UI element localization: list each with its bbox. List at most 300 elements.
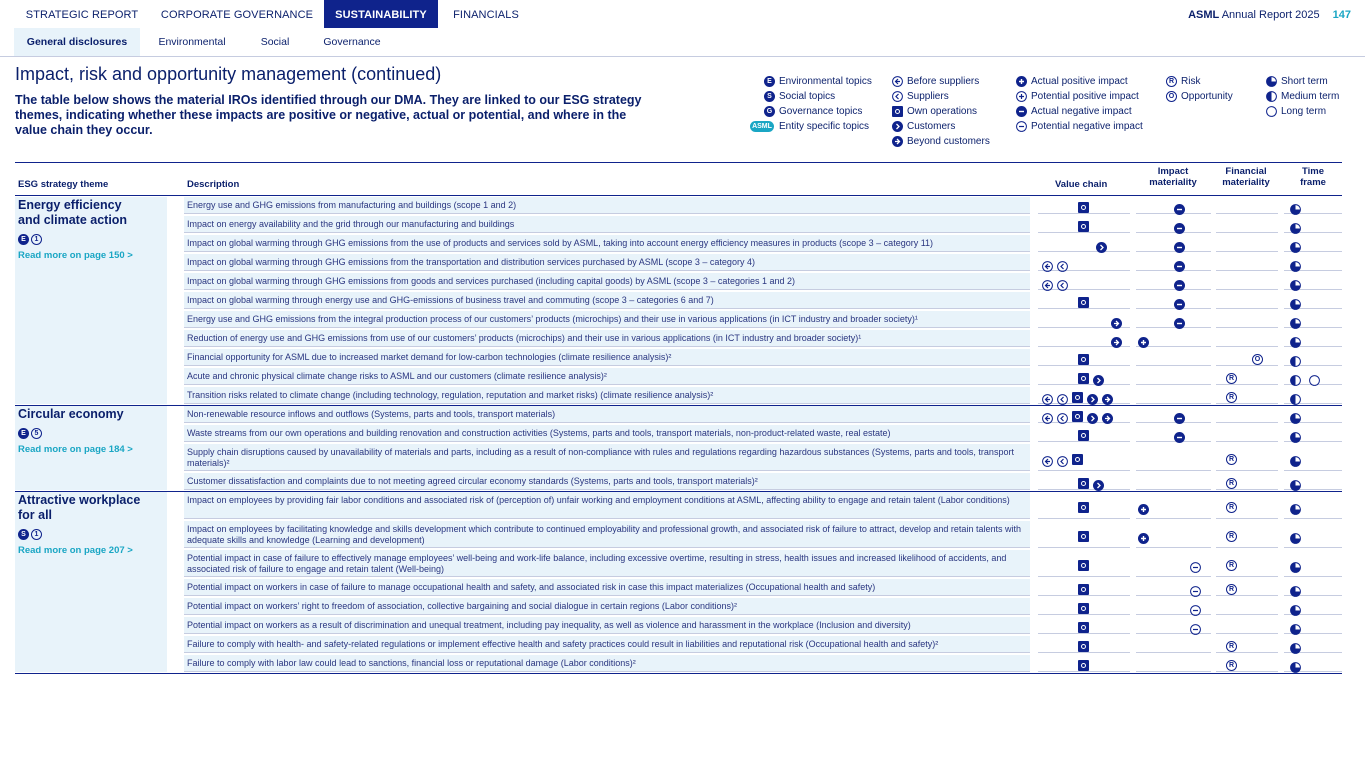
- theme-badges: [18, 526, 167, 539]
- short-term-icon: [1290, 202, 1301, 213]
- time-frame-icons: [1286, 427, 1301, 439]
- risk-badge-icon: R: [1226, 560, 1237, 571]
- financial-cell: [1216, 521, 1278, 548]
- row-description: Acute and chronic physical climate change risks to ASML and our customers (climate resilience analysis)²: [184, 368, 1030, 385]
- value-chain-icons: [1107, 313, 1122, 325]
- value-chain-icons: [1074, 218, 1089, 230]
- before-suppliers-icon: [1042, 411, 1053, 422]
- legend-label: Potential negative impact: [1031, 121, 1143, 132]
- value-chain-icons: [1074, 528, 1089, 540]
- value-chain-cell: [1038, 235, 1130, 252]
- customers-icon: [1087, 392, 1098, 403]
- impact-cell: [1136, 579, 1211, 596]
- risk-badge-icon: R: [1226, 478, 1237, 489]
- own-operations-icon: [1078, 560, 1089, 571]
- table-row: [184, 473, 1342, 492]
- impact-cell: [1136, 216, 1211, 233]
- header-theme: ESG strategy theme: [18, 179, 109, 190]
- plus-filled-icon: [1016, 76, 1027, 92]
- time-frame-cell: [1284, 550, 1342, 577]
- circle-empty-icon: [1266, 106, 1277, 122]
- beyond-customers-icon: [1111, 316, 1122, 327]
- row-description: Potential impact in case of failure to effectively manage employees’ well-being and work-life balance, including excessive overtime, resulting in stress, health issues and increased likelihood of accidents, and associated risk of failure to engage and retain talent (Well-being): [184, 550, 1030, 577]
- theme-cell: [15, 406, 167, 490]
- header-description: Description: [187, 179, 240, 190]
- value-chain-icons: [1038, 408, 1113, 420]
- suppliers-icon: [1057, 392, 1068, 403]
- own-operations-icon: [1078, 660, 1089, 671]
- risk-badge-icon: R: [1226, 373, 1237, 384]
- time-frame-icons: [1286, 275, 1301, 287]
- time-frame-icons: [1286, 499, 1301, 511]
- section-divider: [15, 405, 1342, 406]
- time-frame-icons: [1286, 528, 1301, 540]
- time-frame-cell: [1284, 492, 1342, 519]
- legend-label: Social topics: [779, 91, 836, 102]
- risk-badge-icon: R: [1226, 502, 1237, 513]
- subtab-environmental[interactable]: Environmental: [158, 36, 226, 48]
- theme-cell: [15, 197, 167, 404]
- customers-icon: [1087, 411, 1098, 422]
- pie-three-quarter-icon: [1266, 76, 1277, 92]
- short-term-icon: [1290, 560, 1301, 571]
- value-chain-cell: [1038, 349, 1130, 366]
- suppliers-icon: [1057, 454, 1068, 465]
- financial-icons: [1222, 451, 1237, 463]
- legend-label: Short term: [1281, 76, 1328, 87]
- time-frame-cell: [1284, 254, 1342, 271]
- value-chain-cell: [1038, 425, 1130, 442]
- tab-financials[interactable]: FINANCIALS: [453, 9, 519, 21]
- time-frame-icons: [1286, 218, 1301, 230]
- report-brand: [1188, 0, 1351, 28]
- impact-icons: [1186, 557, 1201, 569]
- own-operations-icon: [1078, 622, 1089, 633]
- legend-label: Environmental topics: [779, 76, 872, 87]
- short-term-icon: [1290, 297, 1301, 308]
- time-frame-cell: [1284, 235, 1342, 252]
- potential-negative-icon: [1190, 622, 1201, 633]
- row-description: Supply chain disruptions caused by unavailability of materials and parts, including as a result of non-compliance with rules and regulations regarding hazardous substances (Systems, parts and tools, transport materials)²: [184, 444, 1030, 471]
- time-frame-icons: [1286, 370, 1320, 382]
- time-frame-cell: [1284, 579, 1342, 596]
- time-frame-icons: [1286, 294, 1301, 306]
- impact-cell: [1136, 444, 1211, 471]
- potential-negative-icon: [1190, 603, 1201, 614]
- row-description: Potential impact on workers’ right to freedom of association, collective bargaining and social dialogue in certain regions (Labor conditions)²: [184, 598, 1030, 615]
- value-chain-icons: [1074, 351, 1089, 363]
- row-description: Potential impact on workers as a result of discrimination and unequal treatment, including pay inequality, as well as violence and harassment in the workplace (Inclusion and diversity): [184, 617, 1030, 634]
- legend-label: Risk: [1181, 76, 1201, 87]
- impact-cell: [1136, 598, 1211, 615]
- actual-negative-icon: [1174, 259, 1185, 270]
- value-chain-icons: [1107, 332, 1122, 344]
- legend-suppliers: [907, 89, 949, 104]
- time-frame-icons: [1286, 475, 1301, 487]
- minus-outline-icon: [1016, 121, 1027, 137]
- legend-governance: [766, 104, 863, 119]
- impact-cell: [1136, 617, 1211, 634]
- time-frame-icons: [1286, 199, 1301, 211]
- table-row: [184, 579, 1342, 598]
- theme-badges: [18, 231, 167, 244]
- subtab-general-disclosures[interactable]: General disclosures: [14, 28, 140, 56]
- impact-cell: [1136, 492, 1211, 519]
- legend-label: Customers: [907, 121, 956, 132]
- financial-cell: [1216, 254, 1278, 271]
- value-chain-icons: [1074, 581, 1089, 593]
- short-term-icon: [1290, 240, 1301, 251]
- financial-icons: [1222, 581, 1237, 593]
- actual-negative-icon: [1174, 240, 1185, 251]
- table-row: [184, 444, 1342, 473]
- theme-number-badge-icon: 5: [31, 428, 42, 439]
- financial-cell: [1216, 492, 1278, 519]
- read-more-link[interactable]: Read more on page 184 >: [18, 444, 133, 455]
- before-suppliers-icon: [1042, 392, 1053, 403]
- report-name: Annual Report 2025: [1221, 9, 1320, 21]
- table-row: [184, 273, 1342, 292]
- own-operations-icon: [1078, 202, 1089, 213]
- row-description: Impact on global warming through GHG emissions from goods and services purchased (including capital goods) by ASML (scope 3 – categories 1 and 2): [184, 273, 1030, 290]
- impact-icons: [1170, 427, 1185, 439]
- row-description: Failure to comply with labor law could lead to sanctions, financial loss or reputational damage (Labor conditions)²: [184, 655, 1030, 672]
- impact-icons: [1134, 499, 1149, 511]
- table-row: [184, 330, 1342, 349]
- impact-cell: [1136, 292, 1211, 309]
- short-term-icon: [1290, 603, 1301, 614]
- impact-icons: [1134, 332, 1149, 344]
- actual-negative-icon: [1174, 278, 1185, 289]
- short-term-icon: [1290, 221, 1301, 232]
- table-row: [184, 368, 1342, 387]
- page-title: Impact, risk and opportunity management (continued): [15, 64, 442, 84]
- table-row: [184, 406, 1342, 425]
- governance-badge-icon: G: [764, 106, 775, 117]
- actual-negative-icon: [1174, 297, 1185, 308]
- top-navigation: [0, 0, 1365, 28]
- value-chain-cell: [1038, 521, 1130, 548]
- row-description: Impact on global warming through GHG emissions from the use of products and services sold by ASML, taking into account energy efficiency measures in products (scope 3 – category 11): [184, 235, 1030, 252]
- time-frame-cell: [1284, 349, 1342, 366]
- short-term-icon: [1290, 335, 1301, 346]
- financial-cell: [1216, 579, 1278, 596]
- legend-before-suppliers: [907, 74, 979, 89]
- financial-cell: [1216, 406, 1278, 423]
- row-description: Non-renewable resource inflows and outflows (Systems, parts and tools, transport materials): [184, 406, 1030, 423]
- value-chain-cell: [1038, 636, 1130, 653]
- impact-cell: [1136, 273, 1211, 290]
- table-row: [184, 655, 1342, 674]
- tab-sustainability[interactable]: SUSTAINABILITY: [324, 0, 438, 28]
- arrow-right-icon: [892, 136, 903, 152]
- own-operations-icon: [1078, 584, 1089, 595]
- time-frame-cell: [1284, 617, 1342, 634]
- impact-icons: [1186, 600, 1201, 612]
- legend-own-operations: [907, 104, 977, 119]
- value-chain-cell: [1038, 197, 1130, 214]
- environmental-badge-icon: E: [764, 76, 775, 87]
- time-frame-icons: [1286, 451, 1301, 463]
- value-chain-icons: [1074, 370, 1104, 382]
- own-operations-icon: [1078, 502, 1089, 513]
- impact-cell: [1136, 197, 1211, 214]
- theme-name: Attractive workplace for all: [18, 493, 141, 522]
- value-chain-cell: [1038, 387, 1130, 404]
- time-frame-cell: [1284, 655, 1342, 672]
- legend-risk: [1168, 74, 1201, 89]
- suppliers-icon: [1057, 278, 1068, 289]
- table-row: [184, 197, 1342, 216]
- risk-badge-icon: R: [1166, 76, 1177, 87]
- time-frame-icons: [1286, 581, 1301, 593]
- time-frame-icons: [1286, 256, 1301, 268]
- potential-negative-icon: [1190, 584, 1201, 595]
- risk-badge-icon: R: [1226, 660, 1237, 671]
- impact-cell: [1136, 550, 1211, 577]
- time-frame-icons: [1286, 313, 1301, 325]
- value-chain-cell: [1038, 579, 1130, 596]
- row-description: Impact on global warming through energy use and GHG-emissions of business travel and commuting (scope 3 – categories 6 and 7): [184, 292, 1030, 309]
- impact-icons: [1134, 528, 1149, 540]
- minus-filled-icon: [1016, 106, 1027, 122]
- own-operations-icon: [1078, 603, 1089, 614]
- actual-negative-icon: [1174, 411, 1185, 422]
- actual-positive-icon: [1138, 531, 1149, 542]
- short-term-icon: [1290, 478, 1301, 489]
- legend-label: Opportunity: [1181, 91, 1233, 102]
- financial-cell: [1216, 655, 1278, 672]
- tab-strategic-report[interactable]: STRATEGIC REPORT: [25, 9, 139, 21]
- actual-negative-icon: [1174, 316, 1185, 327]
- row-description: Impact on global warming through GHG emissions from the transportation and distribution services purchased by ASML (scope 3 – category 4): [184, 254, 1030, 271]
- time-frame-cell: [1284, 473, 1342, 490]
- value-chain-cell: [1038, 292, 1130, 309]
- own-operations-icon: [1078, 430, 1089, 441]
- legend-label: Long term: [1281, 106, 1327, 117]
- own-operations-icon: [1078, 478, 1089, 489]
- time-frame-cell: [1284, 368, 1342, 385]
- legend-actual-positive: [1031, 74, 1128, 89]
- table-row: [184, 349, 1342, 368]
- legend-label: Own operations: [907, 106, 978, 117]
- theme-cell: [15, 492, 167, 672]
- financial-cell: [1216, 425, 1278, 442]
- legend-customers: [907, 119, 955, 134]
- legend-potential-positive: [1031, 89, 1139, 104]
- table-bottom-divider: [15, 673, 1342, 674]
- impact-cell: [1136, 330, 1211, 347]
- legend-actual-negative: [1031, 104, 1132, 119]
- legend-medium-term: [1281, 89, 1339, 104]
- value-chain-icons: [1074, 638, 1089, 650]
- time-frame-cell: [1284, 292, 1342, 309]
- time-frame-cell: [1284, 425, 1342, 442]
- suppliers-icon: [1057, 259, 1068, 270]
- read-more-link[interactable]: Read more on page 150 >: [18, 250, 133, 261]
- table-row: [184, 617, 1342, 636]
- plus-outline-icon: [1016, 91, 1027, 107]
- customers-icon: [1093, 373, 1104, 384]
- legend-beyond-customers: [907, 134, 990, 149]
- read-more-link[interactable]: Read more on page 207 >: [18, 545, 133, 556]
- row-description: Impact on employees by facilitating knowledge and skills development which contribute to continued employability and professional growth, and associated risk of failure to attract, develop and retain talents with adequate skills and knowledge (Learning and development): [184, 521, 1030, 548]
- impact-cell: [1136, 655, 1211, 672]
- actual-negative-icon: [1174, 430, 1185, 441]
- value-chain-icons: [1038, 275, 1068, 287]
- impact-cell: [1136, 311, 1211, 328]
- impact-icons: [1186, 619, 1201, 631]
- impact-cell: [1136, 387, 1211, 404]
- customers-icon: [1093, 478, 1104, 489]
- legend-opportunity: [1168, 89, 1233, 104]
- short-term-icon: [1290, 430, 1301, 441]
- subtab-social[interactable]: Social: [260, 36, 290, 48]
- financial-cell: [1216, 235, 1278, 252]
- value-chain-cell: [1038, 216, 1130, 233]
- value-chain-cell: [1038, 406, 1130, 423]
- chevron-left-icon: [892, 91, 903, 107]
- table-row: [184, 311, 1342, 330]
- intro-text: The table below shows the material IROs identified through our DMA. They are linked to our ESG strategy themes, indicating whether these impacts are positive or negative, actual or potential, and where in the value chain they occur.: [15, 93, 642, 137]
- risk-badge-icon: R: [1226, 392, 1237, 403]
- medium-term-icon: [1290, 373, 1301, 384]
- short-term-icon: [1290, 660, 1301, 671]
- pie-half-icon: [1266, 91, 1277, 107]
- financial-cell: [1216, 311, 1278, 328]
- own-operations-icon: [892, 106, 903, 117]
- financial-cell: [1216, 349, 1278, 366]
- short-term-icon: [1290, 584, 1301, 595]
- impact-icons: [1186, 581, 1201, 593]
- value-chain-cell: [1038, 368, 1130, 385]
- time-frame-icons: [1286, 389, 1301, 401]
- long-term-icon: [1309, 373, 1320, 384]
- row-description: Failure to comply with health- and safety-related regulations or implement effective health and safety practices could result in liabilities and reputational risk (Occupational health and safety)²: [184, 636, 1030, 653]
- row-description: Waste streams from our own operations and building renovation and construction activities (Systems, parts and tools, transport materials, non-product-related waste, real estate): [184, 425, 1030, 442]
- financial-cell: [1216, 444, 1278, 471]
- row-description: Impact on energy availability and the grid through our manufacturing and buildings: [184, 216, 1030, 233]
- social-badge-icon: S: [764, 91, 775, 102]
- theme-number-badge-icon: 1: [31, 529, 42, 540]
- financial-cell: [1216, 197, 1278, 214]
- value-chain-icons: [1074, 427, 1089, 439]
- time-frame-icons: [1286, 600, 1301, 612]
- impact-icons: [1170, 218, 1185, 230]
- impact-cell: [1136, 473, 1211, 490]
- row-description: Financial opportunity for ASML due to increased market demand for low-carbon technologies (climate resilience analysis)²: [184, 349, 1030, 366]
- impact-cell: [1136, 349, 1211, 366]
- financial-icons: [1222, 657, 1237, 669]
- suppliers-icon: [1057, 411, 1068, 422]
- short-term-icon: [1290, 641, 1301, 652]
- row-description: Reduction of energy use and GHG emissions from use of our customers’ products (microchips) and their use in various applications (in ICT industry and broader society)¹: [184, 330, 1030, 347]
- actual-negative-icon: [1174, 221, 1185, 232]
- impact-cell: [1136, 368, 1211, 385]
- value-chain-icons: [1038, 389, 1113, 401]
- value-chain-cell: [1038, 655, 1130, 672]
- impact-cell: [1136, 406, 1211, 423]
- theme-name: Energy efficiency and climate action: [18, 198, 128, 227]
- impact-icons: [1170, 294, 1185, 306]
- own-operations-icon: [1072, 454, 1083, 465]
- impact-icons: [1170, 275, 1185, 287]
- legend-environmental: [767, 74, 872, 89]
- before-suppliers-icon: [1042, 278, 1053, 289]
- row-description: Impact on employees by providing fair labor conditions and associated risk of (perception of) unfair working and employment conditions at ASML, affecting ability to engage and retain talent (Labor conditions): [184, 492, 1030, 519]
- own-operations-icon: [1072, 411, 1083, 422]
- value-chain-cell: [1038, 330, 1130, 347]
- legend-label: Entity specific topics: [779, 121, 870, 132]
- legend-long-term: [1281, 104, 1326, 119]
- time-frame-icons: [1286, 657, 1301, 669]
- own-operations-icon: [1078, 221, 1089, 232]
- own-operations-icon: [1078, 641, 1089, 652]
- own-operations-icon: [1078, 297, 1089, 308]
- beyond-customers-icon: [1102, 392, 1113, 403]
- time-frame-cell: [1284, 521, 1342, 548]
- tab-corporate-governance[interactable]: CORPORATE GOVERNANCE: [160, 9, 314, 21]
- medium-term-icon: [1290, 354, 1301, 365]
- value-chain-icons: [1038, 256, 1068, 268]
- time-frame-icons: [1286, 332, 1301, 344]
- legend-entity: [752, 119, 870, 134]
- impact-cell: [1136, 235, 1211, 252]
- beyond-customers-icon: [1111, 335, 1122, 346]
- impact-icons: [1170, 237, 1185, 249]
- impact-icons: [1170, 199, 1185, 211]
- short-term-icon: [1290, 278, 1301, 289]
- impact-cell: [1136, 521, 1211, 548]
- theme-number-badge-icon: 1: [31, 234, 42, 245]
- value-chain-icons: [1074, 475, 1104, 487]
- value-chain-cell: [1038, 444, 1130, 471]
- financial-cell: [1216, 473, 1278, 490]
- financial-icons: [1222, 389, 1237, 401]
- subtab-governance[interactable]: Governance: [323, 36, 381, 48]
- value-chain-cell: [1038, 311, 1130, 328]
- table-row: [184, 425, 1342, 444]
- page-number: 147: [1332, 9, 1351, 21]
- value-chain-cell: [1038, 550, 1130, 577]
- table-row: [184, 292, 1342, 311]
- table-row: [184, 636, 1342, 655]
- actual-negative-icon: [1174, 202, 1185, 213]
- time-frame-icons: [1286, 351, 1301, 363]
- legend-label: Potential positive impact: [1031, 91, 1139, 102]
- table-row: [184, 387, 1342, 406]
- value-chain-icons: [1074, 657, 1089, 669]
- value-chain-icons: [1074, 499, 1089, 511]
- financial-cell: [1216, 292, 1278, 309]
- header-impact: Impact materiality: [1149, 166, 1197, 188]
- value-chain-cell: [1038, 254, 1130, 271]
- short-term-icon: [1290, 259, 1301, 270]
- financial-icons: [1222, 499, 1237, 511]
- time-frame-cell: [1284, 598, 1342, 615]
- row-description: Energy use and GHG emissions from manufacturing and buildings (scope 1 and 2): [184, 197, 1030, 214]
- table-row: [184, 254, 1342, 273]
- row-description: Customer dissatisfaction and complaints due to not meeting agreed circular economy standards (Systems, parts and tools, transport materials)²: [184, 473, 1030, 490]
- risk-badge-icon: R: [1226, 454, 1237, 465]
- time-frame-cell: [1284, 387, 1342, 404]
- value-chain-icons: [1092, 237, 1107, 249]
- row-description: Transition risks related to climate change (including technology, regulation, reputation and market risks) (climate resilience analysis)²: [184, 387, 1030, 404]
- time-frame-cell: [1284, 311, 1342, 328]
- financial-cell: [1216, 387, 1278, 404]
- topic-badge-icon: E: [18, 234, 29, 245]
- value-chain-icons: [1074, 557, 1089, 569]
